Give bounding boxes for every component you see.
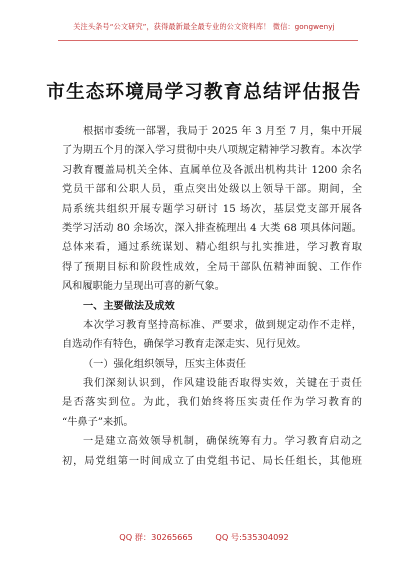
body-line: 一是建立高效领导机制，确保统筹有力。学习教育启动之 (83, 436, 362, 448)
header-banner: 关注头条号“公文研究”，获得最新最全最专业的公文资料库！ 微信：gongwenyj (73, 22, 335, 31)
body-line: 了为期五个月的深入学习贯彻中央八项规定精神学习教育。本次学 (62, 145, 362, 157)
body-line: 党员干部和公职人员，重点突出处级以上领导干部。期间，全 (62, 184, 362, 196)
footer-contact (0, 532, 408, 543)
body-line: “牛鼻子”来抓。 (62, 416, 134, 428)
qq-group: QQ 群：30265665 (119, 532, 193, 542)
body-line: 总体来看，通过系统谋划、精心组织与扎实推进，学习教育取 (62, 242, 362, 254)
body-line: 局系统共组织开展专题学习研讨 15 场次，基层党支部开展各 (62, 203, 362, 215)
section-heading: 一、主要做法及成效 (83, 299, 175, 312)
body-line: 我们深刻认识到，作风建设能否取得实效，关键在于责任 (83, 378, 362, 390)
document-title: 市生态环境局学习教育总结评估报告 (46, 82, 362, 103)
qq-number: QQ 号:535304092 (215, 532, 289, 542)
body-line: 习教育覆盖局机关全体、直属单位及各派出机构共计 1200 余名 (62, 164, 362, 176)
body-line: 初，局党组第一时间成立了由党组书记、局长任组长，其他班 (62, 455, 362, 467)
header-divider (58, 40, 358, 41)
subsection-heading: （一）强化组织领导，压实主体责任 (83, 358, 246, 370)
document-body (62, 122, 362, 471)
body-line: 本次学习教育坚持高标准、严要求，做到规定动作不走样， (83, 319, 362, 331)
body-line: 自选动作有特色，确保学习教育走深走实、见行见效。 (62, 339, 307, 351)
body-line: 是否落实到位。为此，我们始终将压实责任作为学习教育的 (62, 397, 362, 409)
body-line: 得了预期目标和阶段性成效，全局干部队伍精神面貌、工作作 (62, 261, 362, 273)
body-line: 风和履职能力呈现出可喜的新气象。 (62, 281, 225, 293)
body-line: 类学习活动 80 余场次，深入排查梳理出 4 大类 68 项具体问题。 (62, 222, 362, 234)
body-line: 根据市委统一部署，我局于 2025 年 3 月至 7 月，集中开展 (83, 126, 362, 137)
